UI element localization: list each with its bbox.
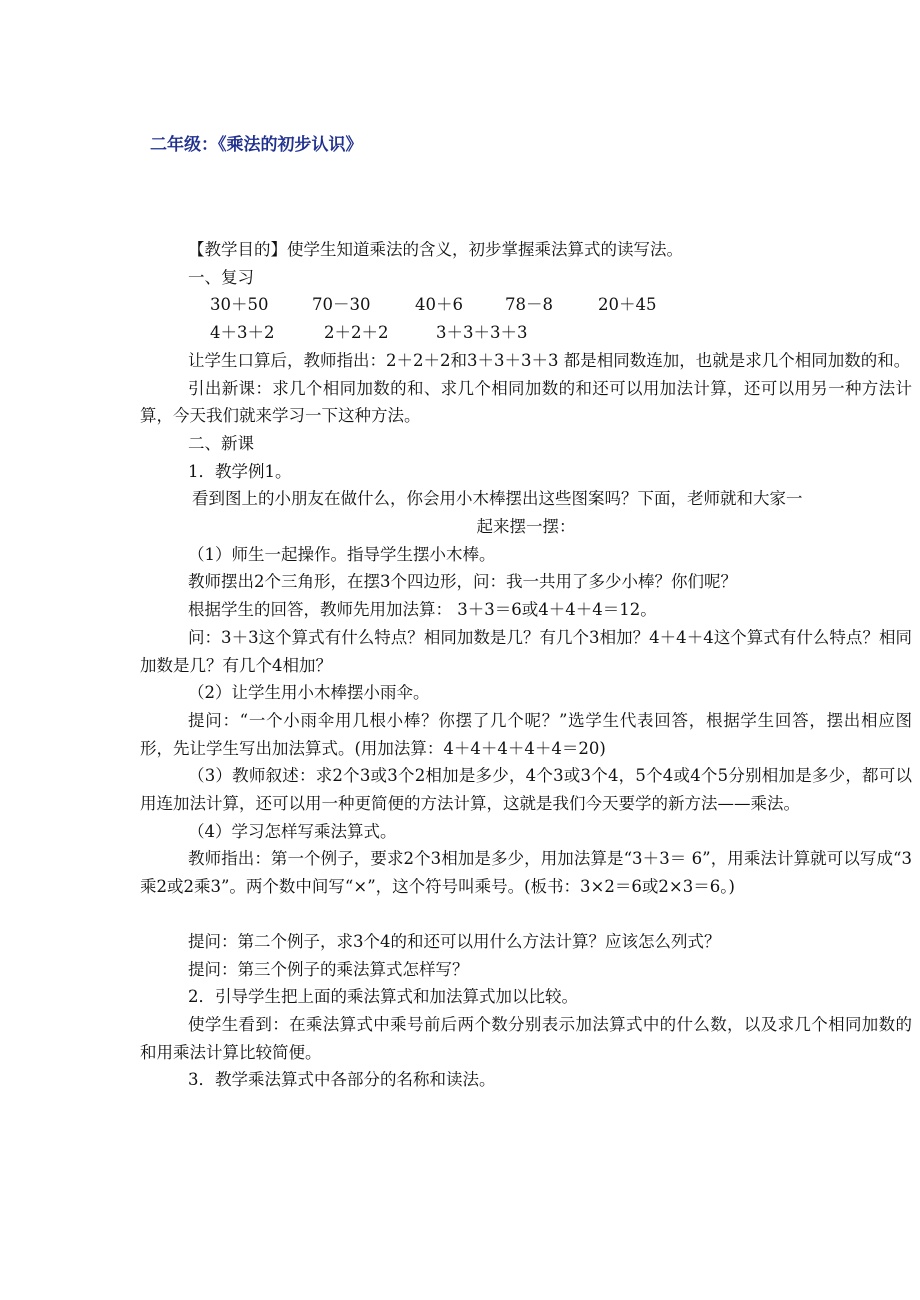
exercise: 40＋6	[415, 295, 463, 315]
review-exercises-row-2	[140, 319, 912, 347]
sub-item: （4）学习怎样写乘法算式。	[188, 821, 397, 841]
teaching-objective: 【教学目的】使学生知道乘法的含义，初步掌握乘法算式的读写法。	[188, 240, 683, 259]
paragraph: 根据学生的回答，教师先用加法算： 3＋3＝6或4＋4＋4＝12。	[188, 600, 657, 620]
paragraph: 提问：第三个例子的乘法算式怎样写？	[188, 959, 469, 979]
exercise: 30＋50	[210, 295, 269, 315]
section-new-lesson-heading: 二、新课	[188, 433, 254, 453]
exercise: 2＋2＋2	[324, 323, 389, 343]
paragraph: 教师摆出2个三角形，在摆3个四边形，问：我一共用了多少小棒？你们呢？	[188, 572, 737, 592]
spacer	[140, 901, 912, 928]
item-heading: 3．教学乘法算式中各部分的名称和读法。	[188, 1070, 496, 1090]
exercise: 78－8	[505, 295, 553, 315]
paragraph: 看到图上的小朋友在做什么，你会用小木棒摆出这些图案吗？下面，老师就和大家一	[192, 489, 803, 509]
paragraph: 引出新课：求几个相同加数的和、求几个相同加数的和还可以用加法计算，还可以用另一种方法计算，今天我们就来学习一下这种方法。	[140, 378, 912, 426]
document-body	[140, 236, 912, 1094]
paragraph: 提问：“一个小雨伞用几根小棒？你摆了几个呢？”选学生代表回答，根据学生回答，摆出相应图形，先让学生写出加法算式。(用加法算：4＋4＋4＋4＋4＝20)	[140, 710, 912, 758]
paragraph: 让学生口算后，教师指出：2＋2＋2和3＋3＋3＋3 都是相同数连加，也就是求几个相同加数的和。	[188, 350, 911, 370]
exercise: 20＋45	[598, 295, 657, 315]
exercise: 3＋3＋3＋3	[436, 323, 528, 343]
paragraph: 提问：第二个例子，求3个4的和还可以用什么方法计算？应该怎么列式？	[188, 931, 721, 951]
section-review-heading: 一、复习	[188, 267, 254, 287]
document-title: 二年级：《乘法的初步认识》	[150, 135, 363, 155]
sub-item: （2）让学生用小木棒摆小雨伞。	[188, 683, 430, 703]
exercise: 4＋3＋2	[210, 323, 275, 343]
paragraph: 教师指出：第一个例子，要求2个3相加是多少，用加法算是“3＋3＝ 6”，用乘法计算就可以写成“3乘2或2乘3”。两个数中间写“×”，这个符号叫乘号。(板书：3×2＝6或2×3＝6。)	[140, 849, 912, 897]
paragraph: 使学生看到：在乘法算式中乘号前后两个数分别表示加法算式中的什么数，以及求几个相同加数的和用乘法计算比较简便。	[140, 1014, 912, 1062]
sub-item: （1）师生一起操作。指导学生摆小木棒。	[188, 544, 496, 564]
sub-item: （3）教师叙述：求2个3或3个2相加是多少，4个3或3个4，5个4或4个5分别相加是多少，都可以用连加法计算，还可以用一种更简便的方法计算，这就是我们今天要学的新方法——乘法。	[140, 766, 912, 814]
exercise: 70－30	[312, 295, 371, 315]
paragraph: 问：3＋3这个算式有什么特点？相同加数是几？有几个3相加？4＋4＋4这个算式有什么特点？相同加数是几？有几个4相加？	[140, 627, 912, 675]
item-heading: 2．引导学生把上面的乘法算式和加法算式加以比较。	[188, 987, 578, 1007]
item-heading: 1．教学例1。	[188, 461, 292, 481]
paragraph-continuation: 起来摆一摆：	[476, 517, 576, 537]
review-exercises-row-1	[140, 291, 912, 319]
